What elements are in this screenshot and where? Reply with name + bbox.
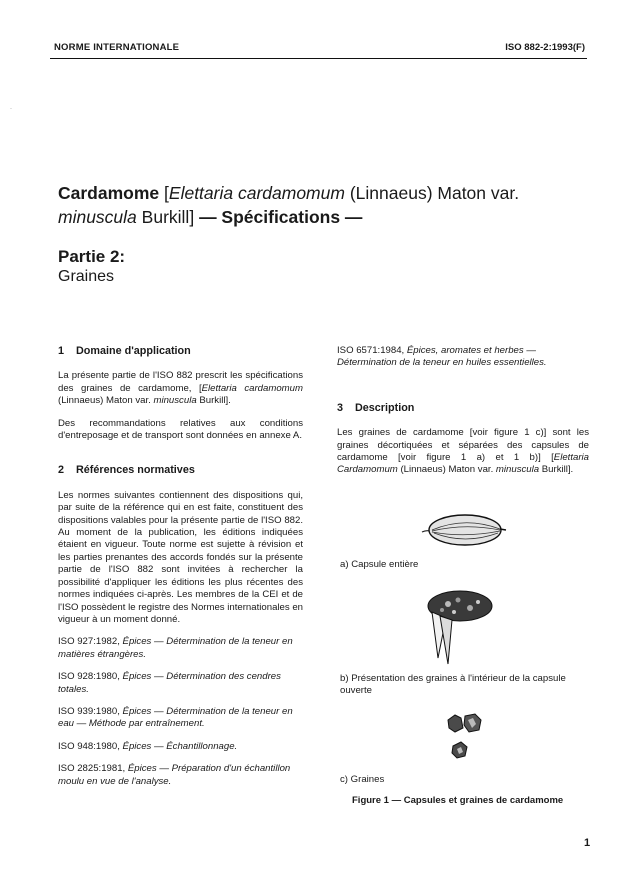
running-header-right: ISO 882-2:1993(F)	[505, 42, 585, 53]
title-author: Burkill]	[141, 207, 195, 227]
reference-title: Épices — Détermination de la teneur en eau — Méthode par entraînement.	[58, 705, 293, 730]
text-run: (Linnaeus) Maton var.	[58, 395, 154, 407]
reference-item	[58, 706, 303, 731]
section-2-intro: Les normes suivantes contiennent des dispositions qui, par suite de la référence qui en est faite, constituent des dispositions valables pour la présente partie de l'ISO 882. Au moment de la publication, les éditions indiquées étaient en vigueur. Toute norme est sujette à révision et les parties prenantes des accords fondés sur la présente partie de l'ISO 882 sont invitées à rechercher la possibilité d'appliquer les éditions les plus récentes des normes indiquées ci-après. Les membres de la CEI et de l'ISO possèdent le registre des Normes internationales en vigueur à un moment donné.	[58, 489, 304, 625]
title-authority: (Linnaeus) Maton var.	[349, 183, 520, 203]
seeds-illustration	[445, 710, 495, 770]
reference-title: Épices, aromates et herbes — Détermination de la teneur en huiles essentielles.	[337, 345, 547, 369]
latin-name: Elettaria Cardamomum	[337, 452, 589, 476]
figure-caption-c: c) Graines	[340, 774, 385, 785]
variety-name: minuscula	[495, 464, 540, 476]
reference-item	[58, 636, 303, 661]
reference-code: ISO 927:1982,	[58, 636, 120, 648]
section-2-heading	[58, 464, 303, 476]
text-run: Burkill].	[196, 395, 231, 407]
reference-item	[58, 763, 303, 788]
part-subtitle: Graines	[58, 268, 115, 285]
reference-item	[58, 741, 303, 753]
stray-mark: ·	[10, 106, 12, 112]
figure-title: Figure 1 — Capsules et graines de cardamome	[352, 795, 564, 806]
text-run: La présente partie de l'ISO 882 prescrit les spécifications des graines de cardamome, [	[58, 370, 303, 394]
section-1-heading	[58, 345, 303, 357]
variety-name: minuscula	[153, 395, 197, 407]
reference-item	[58, 671, 303, 696]
reference-title: Épices — Échantillonnage.	[122, 740, 238, 752]
section-title: Description	[355, 401, 415, 414]
reference-code: ISO 939:1980,	[58, 705, 120, 717]
section-title: Domaine d'application	[76, 345, 191, 357]
title-specifications: — Spécifications —	[199, 207, 363, 227]
section-1-paragraph-2: Des recommandations relatives aux conditions d'entreposage et de transport sont données en annexe A.	[58, 417, 303, 442]
reference-code: ISO 6571:1984,	[337, 345, 405, 356]
section-number: 1	[58, 345, 65, 357]
left-column	[58, 345, 303, 798]
section-3-heading	[337, 402, 589, 414]
page-number: 1	[584, 837, 591, 849]
text-run: Les graines de cardamome [voir figure 1 c)] sont les graines décortiquées et séparées des capsules de cardamome [voir figure 1 a) et 1 b)] [	[337, 427, 589, 464]
reference-code: ISO 928:1980,	[58, 671, 120, 683]
latin-name: Elettaria cardamomum	[201, 382, 303, 394]
running-header-left: NORME INTERNATIONALE	[54, 42, 180, 53]
reference-title: Épices — Détermination de la teneur en matières étrangères.	[58, 636, 293, 660]
section-number: 3	[337, 401, 344, 414]
reference-code: ISO 2825:1981,	[58, 763, 126, 775]
title-variety: minuscula	[58, 207, 137, 227]
header-rule	[50, 58, 587, 59]
section-number: 2	[58, 464, 65, 477]
opened-capsule-illustration	[418, 578, 498, 668]
figure-caption-b: b) Présentation des graines à l'intérieur de la capsule ouverte	[340, 673, 566, 697]
document-title	[58, 181, 578, 229]
reference-title: Épices — Préparation d'un échantillon moulu en vue de l'analyse.	[58, 763, 291, 787]
reference-title: Épices — Détermination des cendres totales.	[58, 671, 281, 695]
part-heading: Partie 2:	[58, 247, 126, 266]
section-3-paragraph	[337, 427, 589, 477]
title-cardamome: Cardamome	[58, 183, 160, 203]
reference-item	[337, 345, 589, 370]
whole-capsule-illustration	[420, 510, 510, 550]
title-bracket: [	[164, 183, 169, 203]
reference-code: ISO 948:1980,	[58, 740, 120, 752]
right-column	[337, 345, 589, 487]
title-latin-name: Elettaria cardamomum	[168, 183, 345, 203]
figure-caption-a: a) Capsule entière	[340, 559, 419, 570]
section-title: Références normatives	[76, 464, 195, 477]
text-run: Burkill].	[539, 464, 574, 476]
text-run: (Linnaeus) Maton var.	[397, 464, 496, 476]
section-1-paragraph-1	[58, 370, 303, 407]
